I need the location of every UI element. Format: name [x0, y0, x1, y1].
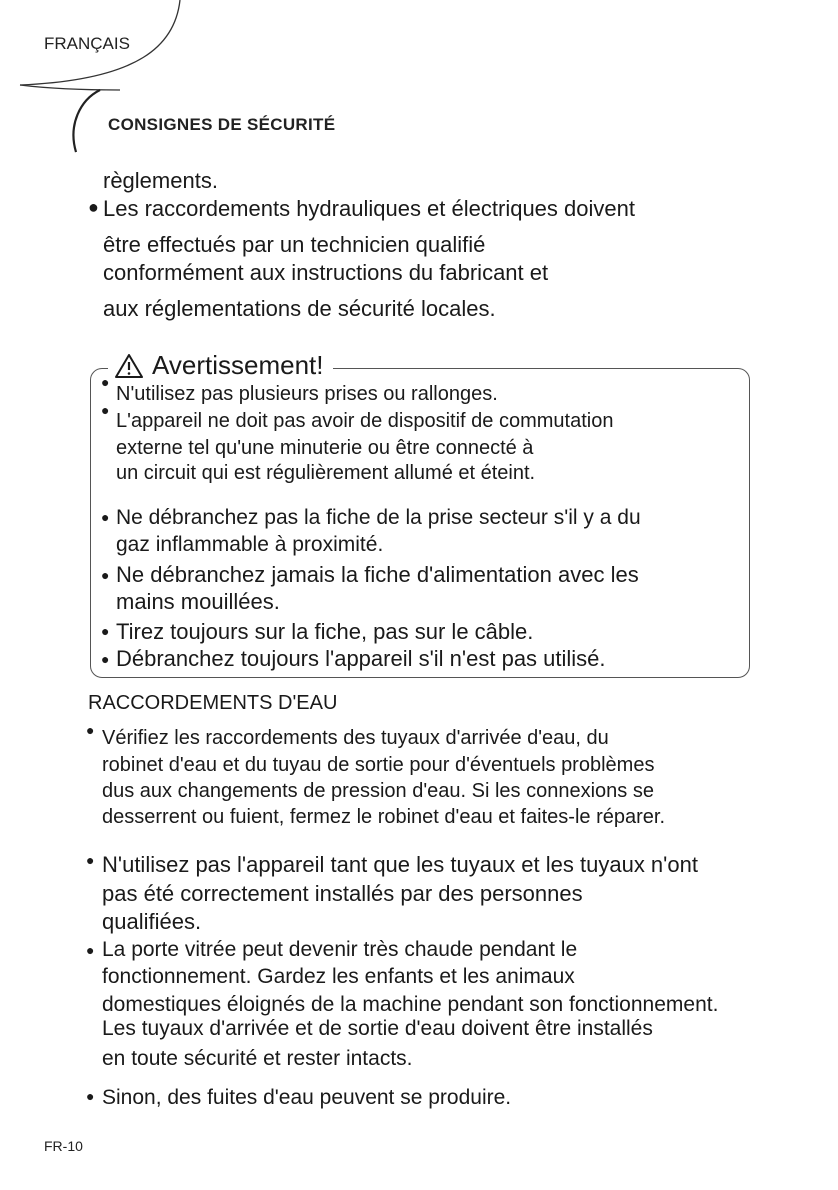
water-item: Les tuyaux d'arrivée et de sortie d'eau doivent être installés	[102, 1017, 653, 1040]
water-item: qualifiées.	[102, 909, 202, 934]
bullet-icon: ●	[86, 1088, 95, 1104]
intro-line: règlements.	[103, 168, 218, 193]
bullet-icon: ●	[101, 651, 110, 667]
warning-item: Tirez toujours sur la fiche, pas sur le câble.	[116, 619, 534, 644]
intro-line: aux réglementations de sécurité locales.	[103, 296, 496, 321]
warning-triangle-icon	[114, 353, 144, 379]
bullet-icon: ●	[101, 402, 110, 418]
water-item: N'utilisez pas l'appareil tant que les tuyaux et les tuyaux n'ont	[102, 852, 698, 877]
water-item: robinet d'eau et du tuyau de sortie pour d'éventuels problèmes	[102, 754, 655, 776]
water-item: dus aux changements de pression d'eau. Si les connexions se	[102, 780, 654, 802]
bullet-icon: ●	[101, 374, 110, 390]
intro-line: conformément aux instructions du fabricant et	[103, 260, 549, 285]
bullet-icon: ●	[101, 509, 110, 525]
warning-item: Ne débranchez pas la fiche de la prise secteur s'il y a du	[116, 506, 641, 529]
water-heading: RACCORDEMENTS D'EAU	[88, 692, 338, 714]
water-item: en toute sécurité et rester intacts.	[102, 1047, 413, 1070]
warning-item: gaz inflammable à proximité.	[116, 533, 384, 556]
page-number: FR-10	[44, 1138, 83, 1154]
bullet-icon: ●	[101, 567, 110, 583]
warning-item: N'utilisez pas plusieurs prises ou rallonges.	[116, 383, 498, 405]
water-item: Sinon, des fuites d'eau peuvent se produire.	[102, 1086, 512, 1109]
bullet-icon: ●	[86, 722, 95, 738]
warning-item: mains mouillées.	[116, 589, 280, 614]
language-label: FRANÇAIS	[44, 34, 130, 53]
warning-item: L'appareil ne doit pas avoir de dispositif de commutation	[116, 410, 614, 432]
bullet-icon: ●	[88, 197, 99, 217]
water-item: pas été correctement installés par des personnes	[102, 881, 583, 906]
intro-line: Les raccordements hydrauliques et électriques doivent	[103, 196, 635, 221]
intro-line: être effectués par un technicien qualifié	[103, 232, 486, 257]
water-item: desserrent ou fuient, fermez le robinet d'eau et faites-le réparer.	[102, 806, 666, 828]
water-item: domestiques éloignés de la machine pendant son fonctionnement.	[102, 993, 719, 1016]
header-decoration	[0, 0, 838, 170]
water-item: La porte vitrée peut devenir très chaude pendant le	[102, 938, 578, 961]
bullet-icon: ●	[86, 942, 95, 958]
warning-item: Ne débranchez jamais la fiche d'alimentation avec les	[116, 562, 639, 587]
bullet-icon: ●	[86, 852, 95, 868]
warning-title: Avertissement!	[152, 350, 324, 380]
warning-header	[108, 350, 333, 381]
warning-item: externe tel qu'une minuterie ou être connecté à	[116, 437, 534, 459]
warning-item: un circuit qui est régulièrement allumé et éteint.	[116, 462, 536, 484]
section-title: CONSIGNES DE SÉCURITÉ	[108, 115, 336, 134]
water-item: Vérifiez les raccordements des tuyaux d'arrivée d'eau, du	[102, 727, 609, 749]
warning-item: Débranchez toujours l'appareil s'il n'est pas utilisé.	[116, 646, 606, 671]
water-item: fonctionnement. Gardez les enfants et les animaux	[102, 965, 575, 988]
bullet-icon: ●	[101, 623, 110, 639]
